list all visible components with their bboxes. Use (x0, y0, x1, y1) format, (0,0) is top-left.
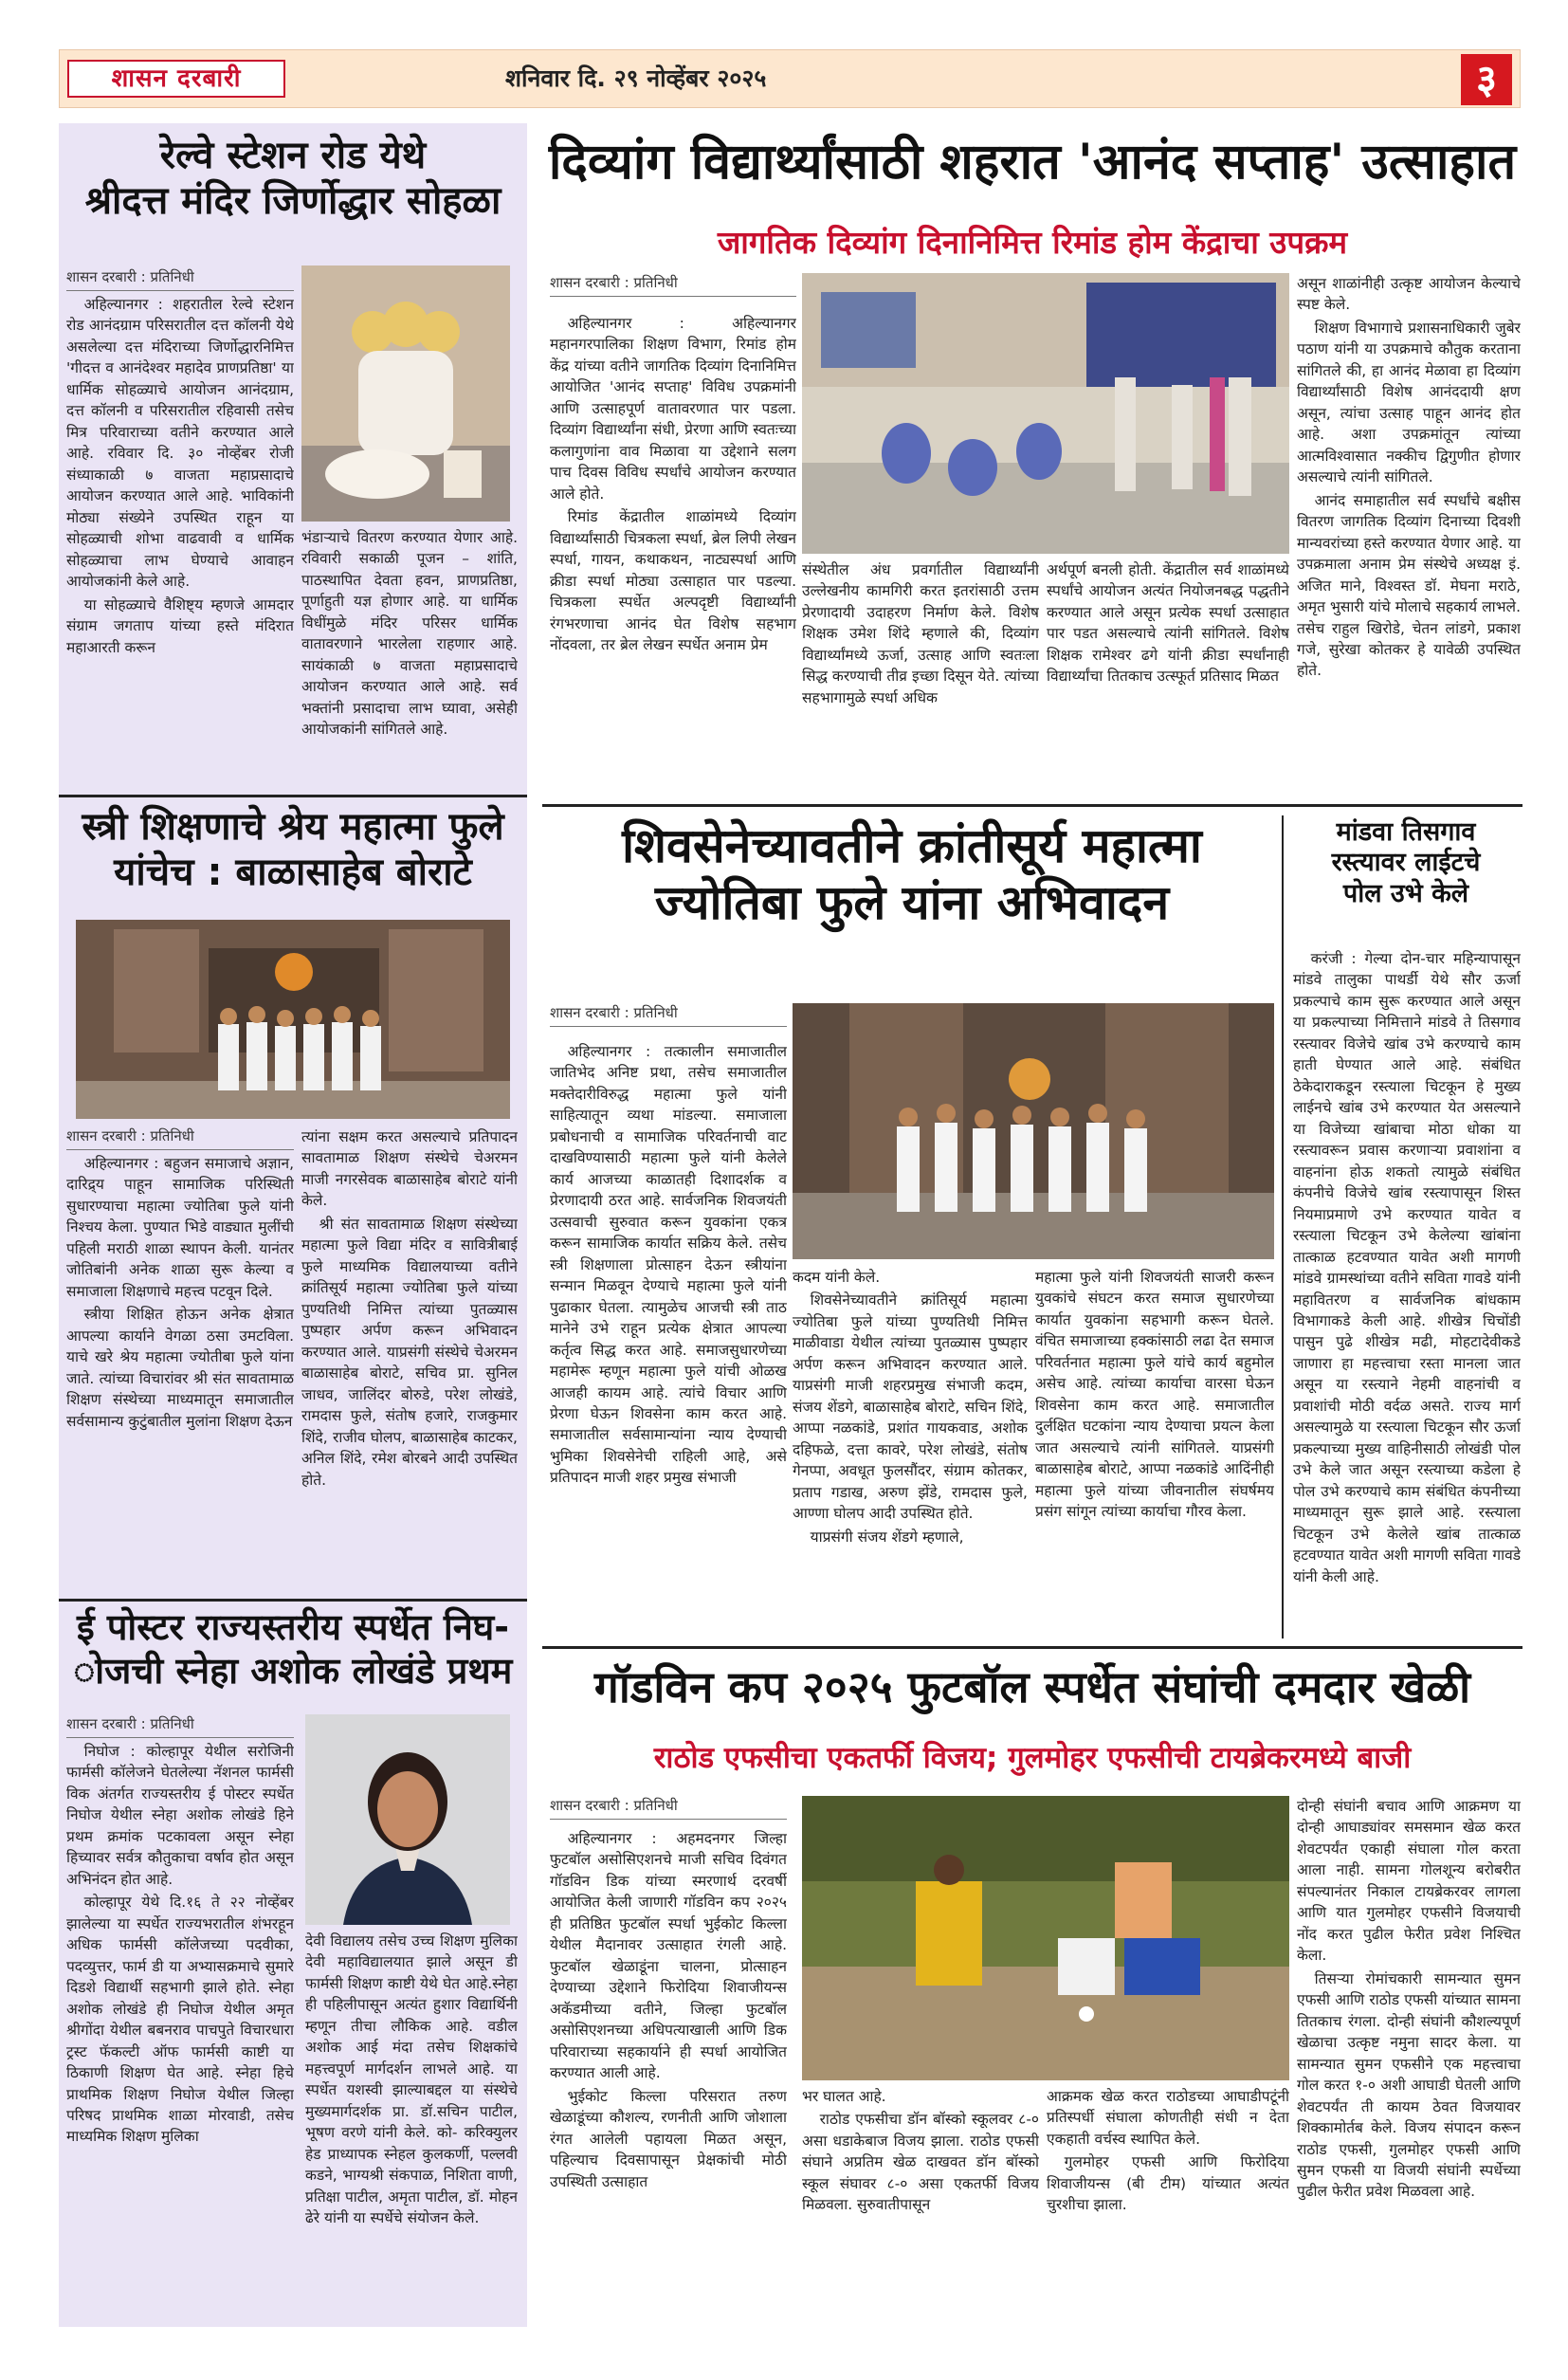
article-temple-body-col1 (66, 294, 294, 787)
paragraph: आक्रमक खेळ करत राठोडच्या आघाडीपटूंनी प्रतिस्पर्धी संघाला कोणतीही संधी न देता एकहाती वर्चस्व स्थापित केले. (1047, 2088, 1289, 2148)
paragraph: संस्थेतील अंध प्रवर्गातील विद्यार्थ्यांनी उल्लेखनीय कामगिरी करत इतरांसाठी उत्तम प्रेरणादायी उदाहरण निर्माण केले. विशेष शिक्षक उमेश शिंदे म्हणाले की, दिव्यांग विद्यार्थ्यांमध्ये ऊर्जा, उत्साह आणि स्वतःला सिद्ध करण्याची तीव्र इच्छा दिसून येते. त्यांच्या सहभागामुळे स्पर्धा अधिक (802, 561, 1039, 706)
article-temple-byline: शासन दरबारी : प्रतिनिधी (66, 267, 294, 291)
article-godwin-cup-headline: गॉडविन कप २०२५ फुटबॉल स्पर्धेत संघांची दमदार खेळी (593, 1661, 1471, 1712)
article-divyang-body-col3 (1047, 559, 1289, 796)
paragraph: भर घालत आहे. (802, 2088, 886, 2105)
article-godwin-cup-body-col3 (1047, 2086, 1289, 2329)
article-phule-education-headline-line1: स्त्री शिक्षणाचे श्रेय महात्मा फुले (82, 805, 504, 849)
article-poster-byline: शासन दरबारी : प्रतिनिधी (66, 1714, 294, 1738)
article-mandava-body (1293, 948, 1521, 1639)
article-shivsena-body-col3 (1035, 1267, 1274, 1639)
paragraph: आनंद समाहातील सर्व स्पर्धांचे बक्षीस वितरण जागतिक दिव्यांग दिनाच्या दिवशी मान्यवरांच्या हस्ते करण्यात येणार आहे. या उपक्रमाला अनाम प्रेम संस्थेचे अध्यक्ष इं. अजित माने, विश्वस्त डॉ. मेघना मराठे, अमृत भुसारी यांचे मोलाचे सहकार्य लाभले. तसेच राहुल खिरोडे, चेतन लांडगे, प्रकाश गजे, सुरेखा कोतकर हे यावेळी उपस्थित होते. (1297, 491, 1521, 680)
article-divyang-body-col4 (1297, 273, 1521, 796)
temple-idols-photo (301, 265, 510, 522)
paragraph: कोल्हापूर येथे दि.१६ ते २२ नोव्हेंबर झालेल्या या स्पर्धेत राज्यभरातील शंभरहून अधिक फार्मसी कॉलेजच्या पदवीका, पदव्युत्तर, फार्म डी या अभ्यासक्रमाचे सुमारे दिडशे विद्यार्थी सहभागी झाले होते. स्नेहा अशोक लोखंडे ही निघोज येथील अमृत श्रीगोंदा येथील बबनराव पाचपुते विचारधारा ट्रस्ट फॅकल्टी ऑफ फार्मसी काष्टी या ठिकाणी शिक्षण घेत आहे. स्नेहा हिचे प्राथमिक शिक्षण निघोज येथील जिल्हा परिषद प्राथमिक शाळा मोरवाडी, तसेच माध्यमिक शिक्षण मुलिका (66, 1894, 294, 2146)
divider (59, 795, 527, 797)
article-mandava-headline-line2: रस्त्यावर लाईटचे (1331, 848, 1481, 878)
phule-statue-group-photo (76, 920, 510, 1119)
paragraph: तिसऱ्या रोमांचकारी सामन्यात सुमन एफसी आणि राठोड एफसी यांच्यात सामना तितकाच रंगला. दोन्ही संघांनी कौशल्यपूर्ण खेळाचा उत्कृष्ट नमुना सादर केला. या सामन्यात सुमन एफसीने एक महत्त्वाचा गोल करत १-० अशी आघाडी घेतली आणि शेवटपर्यंत ती कायम ठेवत विजयावर शिक्कामोर्तब केले. विजय संपादन करून राठोड एफसी, गुलमोहर एफसी आणि सुमन एफसी या विजयी संघांनी स्पर्धेच्या पुढील फेरीत प्रवेश मिळवला आहे. (1297, 1969, 1521, 2201)
divyang-students-photo (802, 273, 1289, 554)
article-godwin-cup-subhead: राठोड एफसीचा एकतर्फी विजय; गुलमोहर एफसीची टायब्रेकरमध्ये बाजी (653, 1741, 1412, 1775)
paragraph: त्यांना सक्षम करत असल्याचे प्रतिपादन सावतामाळ शिक्षण संस्थेचे चेअरमन माजी नगरसेवक बाळासाहेब बोराटे यांनी केले. (301, 1128, 518, 1210)
divider (59, 1599, 527, 1602)
page-number: ३ (1461, 54, 1512, 105)
paragraph: राठोड एफसीचा डॉन बॉस्को स्कूलवर ८-० असा धडाकेबाज विजय झाला. राठोड एफसी संघाने अप्रतिम खेळ दाखवत डॉन बॉस्को स्कूल संघावर ८-० असा एकतर्फी विजय मिळवला. सुरुवातीपासून (802, 2111, 1039, 2214)
paragraph: अहिल्यानगर : तत्कालीन समाजातील जातिभेद अनिष्ट प्रथा, तसेच समाजातील मक्तेदारीविरुद्ध महात्मा फुले यांनी साहित्यातून व्यथा मांडल्या. समाजाला प्रबोधनाची व सामाजिक परिवर्तनाची वाट दाखविण्यासाठी महात्मा फुले यांनी केलेले कार्य आजच्या काळातही दिशादर्शक व प्रेरणादायी ठरत आहे. सार्वजनिक शिवजयंती उत्सवाची सुरुवात करून युवकांना एकत्र करून सामाजिक कार्यात सक्रिय केले. तसेच स्त्री शिक्षणाला प्रोत्साहन देऊन स्त्रीयांना सन्मान मिळवून देण्याचे महात्मा फुले यांनी पुढाकार घेतला. त्यामुळेच आजची स्त्री ताठ मानेने उभे राहून प्रत्येक क्षेत्रात आपल्या कर्तृत्व सिद्ध करत आहे. समाजसुधारणेच्या महामेरू म्हणून महात्मा फुले यांची ओळख आजही कायम आहे. त्यांचे विचार आणि प्रेरणा घेऊन शिवसेना काम करत आहे. समाजातील सर्वसामान्यांना न्याय देण्याची भुमिका शिवसेनेची राहिली आहे, असे प्रतिपादन माजी शहर प्रमुख संभाजी (550, 1043, 787, 1487)
paragraph: देवी विद्यालय तसेच उच्च शिक्षण मुलिका देवी महाविद्यालयात झाले असून डी फार्मसी शिक्षण काष्टी येथे घेत आहे.स्नेहा ही पहिलीपासून अत्यंत हुशार विद्यार्थिनी म्हणून तीचा लौकिक आहे. वडील अशोक आई मंदा तसेच शिक्षकांचे महत्त्वपूर्ण मार्गदर्शन लाभले आहे. या स्पर्धेत यशस्वी झाल्याबद्दल या संस्थेचे मुख्यमार्गदर्शक प्रा. डॉ.सचिन पाटील, भूषण वरणे यांनी केले. को- करिक्युलर हेड प्राध्यापक स्नेहल कुलकर्णी, पल्लवी कडने, भाग्यश्री संकपाळ, निशिता वाणी, प्रतिक्षा पाटील, अमृता पाटील, डॉ. मोहन ढेरे यांनी या स्पर्धेचे संयोजन केले. (305, 1932, 518, 2227)
divider (542, 1646, 1522, 1649)
article-temple-headline-line1: रेल्वे स्टेशन रोड येथे (159, 134, 427, 177)
column-rule (1282, 815, 1284, 1639)
paragraph: करंजी : गेल्या दोन-चार महिन्यापासून मांडवे तालुका पाथर्डी येथे सौर ऊर्जा प्रकल्पाचे काम सुरू करण्यात आले असून या प्रकल्पाच्या निमित्ताने मांडवे ते तिसगाव रस्त्यावर विजेचे खांब उभे करण्याचे काम हाती घेण्यात आले आहे. संबंधित ठेकेदाराकडून रस्त्याला चिटकून हे मुख्य लाईनचे खांब उभे करण्यात येत असल्याने या विजेच्या खांबाचा मोठा धोका या रस्त्यावरून प्रवास करणाऱ्या प्रवाशांना व वाहनांना होऊ शकतो त्यामुळे संबंधित कंपनीचे विजेचे खांब रस्त्यापासून शिस्त नियमाप्रमाणे उभे करण्यात यावेत व रस्त्याला चिटकून उभे केलेल्या खांबांना तात्काळ हटवण्यात यावेत अशी मागणी मांडवे ग्रामस्थांच्या वतीने सविता गावडे यांनी महावितरण व सार्वजनिक बांधकाम विभागाकडे केली आहे. शीखेत्र चिचोंडी पासुन पुढे शीखेत्र मढी, मोहटादेवीकडे जाणारा हा महत्त्वाचा रस्ता मानला जात असून या रस्त्याने नेहमी वाहनांची व प्रवाशांची मोठी वर्दळ असते. राज्य मार्ग असल्यामुळे या रस्त्याला चिटकून सौर ऊर्जा प्रकल्पाच्या मुख्य वाहिनीसाठी लोखंडी पोल उभे केले जात असून रस्त्याच्या कडेला हे पोल उभे करण्याचे काम संबंधित कंपनीच्या माध्यमातून सुरू झाले आहे. रस्त्याला चिटकून उभे केलेले खांब तात्काळ हटवण्यात यावेत अशी मागणी सविता गावडे यांनी केली आहे. (1293, 950, 1521, 1585)
article-godwin-cup-body-col1 (550, 1828, 787, 2329)
article-divyang-body-col1 (550, 313, 796, 796)
paragraph: असून शाळांनीही उत्कृष्ट आयोजन केल्याचे स्पष्ट केले. (1297, 275, 1521, 314)
paragraph: महात्मा फुले यांनी शिवजयंती साजरी करून युवकांचे संघटन करत समाज सुधारणेच्या कार्यात युवकांना सहभागी करून घेतले. वंचित समाजाच्या हक्कांसाठी लढा देत समाज परिवर्तनात महात्मा फुले यांचे कार्य बहुमोल असेच आहे. त्यांच्या कार्याचा वारसा घेऊन शिवसेना काम करत आहे. समाजातील दुर्लक्षित घटकांना न्याय देण्याचा प्रयत्न केला जात असल्याचे त्यांनी सांगितले. याप्रसंगी बाळासाहेब बोराटे, आप्पा नळकांडे आदिंनीही महात्मा फुले यांच्या जीवनातील संघर्षमय प्रसंग सांगून त्यांच्या कार्याचा गौरव केला. (1035, 1269, 1274, 1521)
article-phule-education-body-col2 (301, 1126, 518, 1591)
article-mandava-headline-line3: पोल उभे केले (1342, 878, 1469, 908)
article-divyang-headline: दिव्यांग विद्यार्थ्यांसाठी शहरात 'आनंद सप्ताह' उत्साहात (548, 134, 1517, 191)
paragraph: अहिल्यानगर : बहुजन समाजाचे अज्ञान, दारिद्र्य पाहून सामाजिक परिस्थिती सुधारण्याचा महात्मा ज्योतिबा फुले यांनी निश्चय केला. पुण्यात भिडे वाड्यात मुलींची पहिली मराठी शाळा स्थापन केली. यानंतर जोतिबांनी अनेक शाळा सुरू केल्या व समाजाला शिक्षणाचे महत्त्व पटवून दिले. (66, 1155, 294, 1300)
article-shivsena-headline-line1: शिवसेनेच्यावतीने क्रांतीसूर्य महात्मा (622, 818, 1202, 873)
paragraph: दोन्ही संघांनी बचाव आणि आक्रमण या दोन्ही आघाड्यांवर समसमान खेळ करत शेवटपर्यंत एकाही संघाला गोल करता आला नाही. सामना गोलशून्य बरोबरीत संपल्यानंतर निकाल टायब्रेकरवर लागला आणि यात गुलमोहर एफसीने विजयाची नोंद करत पुढील फेरीत प्रवेश निश्चित केला. (1297, 1798, 1521, 1965)
paragraph: अहिल्यानगर : शहरातील रेल्वे स्टेशन रोड आनंदग्राम परिसरातील दत्त कॉलनी येथे असलेल्या दत्त मंदिराच्या जिर्णोद्धारनिमित्त 'गीदत्त व आनंदेश्वर महादेव प्राणप्रतिष्ठा' या धार्मिक सोहळ्याचे आयोजन आनंदग्राम, दत्त कॉलनी व परिसरातील रहिवासी तसेच मित्र परिवाराच्या वतीने करण्यात आले आहे. रविवार दि. ३० नोव्हेंबर रोजी संध्याकाळी ७ वाजता महाप्रसादाचे आयोजन करण्यात आले आहे. भाविकांनी मोठ्या संख्येने उपस्थित राहून या सोहळ्याची शोभा वाढवावी व धार्मिक सोहळ्याचा लाभ घेण्याचे आवाहन आयोजकांनी केले आहे. (66, 296, 294, 591)
paragraph: अहिल्यानगर : अहमदनगर जिल्हा फुटबॉल असोसिएशनचे माजी सचिव दिवंगत गॉडविन डिक यांच्या स्मरणार्थ दरवर्षी आयोजित केली जाणारी गॉडविन कप २०२५ ही प्रतिष्ठित फुटबॉल स्पर्धा भुईकोट किल्ला येथील मैदानावर उत्साहात रंगली आहे. फुटबॉल खेळाडूंना चालना, प्रोत्साहन देण्याच्या उद्देशाने फिरोदिया शिवाजीयन्स अकॅडमीच्या वतीने, जिल्हा फुटबॉल असोसिएशनच्या अधिपत्याखाली आणि डिक परिवाराच्या सहकार्याने ही स्पर्धा आयोजित करण्यात आली आहे. (550, 1830, 787, 2082)
paragraph: अर्थपूर्ण बनली होती. केंद्रातील सर्व शाळांमध्ये स्पर्धांचे आयोजन अत्यंत नियोजनबद्ध पद्धतीने करण्यात आले असून प्रत्येक स्पर्धा उत्साहात पार पडत असल्याचे त्यांनी सांगितले. विशेष शिक्षक रामेश्वर ढगे यांनी क्रीडा स्पर्धांनाही विद्यार्थ्यांचा तितकाच उत्स्फूर्त प्रतिसाद मिळत (1047, 561, 1289, 686)
article-poster-headline (66, 1606, 520, 1693)
shivsena-tribute-photo (793, 1003, 1274, 1259)
article-shivsena-byline: शासन दरबारी : प्रतिनिधी (550, 1003, 787, 1027)
divider (542, 804, 1522, 807)
paragraph: अहिल्यानगर : अहिल्यानगर महानगरपालिका शिक्षण विभाग, रिमांड होम केंद्र यांच्या वतीने जागतिक दिव्यांग दिनानिमित्त आयोजित 'आनंद सप्ताह' विविध उपक्रमांनी आणि उत्साहपूर्ण वातावरणात पार पडला. दिव्यांग विद्यार्थ्यांना संधी, प्रेरणा आणि स्वतःच्या कलागुणांना वाव मिळावा या उद्देशाने सलग पाच दिवस विविध स्पर्धांचे आयोजन करण्यात आले होते. (550, 315, 796, 503)
article-poster-body-col1 (66, 1741, 294, 2321)
article-phule-education-headline-line2: यांचेच : बाळासाहेब बोराटे (114, 851, 472, 894)
article-poster-body-col2 (305, 1931, 518, 2321)
article-godwin-cup-body-col2 (802, 2086, 1039, 2329)
article-temple-headline-line2: श्रीदत्त मंदिर जिर्णोद्धार सोहळा (84, 179, 501, 223)
article-poster-headline-line2: ोजची स्नेहा अशोक लोखंडे प्रथम (73, 1649, 513, 1692)
newspaper-logo: शासन दरबारी (67, 60, 285, 98)
article-temple-body-col2 (301, 527, 518, 785)
article-mandava-headline-line1: मांडवा तिसगाव (1336, 817, 1476, 847)
paragraph: कदम यांनी केले. (793, 1269, 881, 1286)
paragraph: स्त्रीया शिक्षित होऊन अनेक क्षेत्रात आपल्या कार्याने वेगळा ठसा उमटविला. याचे खरे श्रेय महात्मा ज्योतीबा फुले यांना जाते. त्यांच्या विचारांवर श्री संत सावतामाळ शिक्षण संस्थेच्या माध्यमातून समाजातील सर्वसामान्य कुटुंबातील मुलांना शिक्षण देऊन (66, 1306, 294, 1430)
article-shivsena-body-col1 (550, 1041, 787, 1639)
paragraph: भंडाऱ्याचे वितरण करण्यात येणार आहे. रविवारी सकाळी पूजन – शांति, पाठस्थापित देवता हवन, प्राणप्रतिष्ठा, पूर्णाहुती यज्ञ होणार आहे. या धार्मिक विधींमुळे मंदिर परिसर धार्मिक वातावरणाने भारलेला राहणार आहे. सायंकाळी ७ वाजता महाप्रसादाचे आयोजन करण्यात आले आहे. सर्व भक्तांनी प्रसादाचा लाभ घ्यावा, असेही आयोजकांनी सांगितले आहे. (301, 529, 518, 739)
article-shivsena-headline-line2: ज्योतिबा फुले यांना अभिवादन (654, 875, 1170, 930)
article-poster-headline-line1: ई पोस्टर राज्यस्तरीय स्पर्धेत निघ- (76, 1606, 510, 1648)
article-godwin-cup-byline: शासन दरबारी : प्रतिनिधी (550, 1796, 787, 1820)
sneha-lokhande-portrait (305, 1714, 510, 1925)
article-divyang-byline: शासन दरबारी : प्रतिनिधी (550, 273, 796, 297)
paragraph: याप्रसंगी संजय शेंडगे म्हणाले, (810, 1528, 964, 1546)
article-phule-education-headline (66, 804, 520, 895)
article-phule-education-body-col1 (66, 1153, 294, 1591)
paragraph: या सोहळ्याचे वैशिष्ट्य म्हणजे आमदार संग्राम जगताप यांच्या हस्ते मंदिरात महाआरती करून (66, 595, 294, 656)
article-divyang-body-col2 (802, 559, 1039, 796)
paragraph: गुलमोहर एफसी आणि फिरोदिया शिवाजीयन्स (बी टीम) यांच्यात अत्यंत चुरशीचा झाला. (1047, 2153, 1289, 2214)
football-match-photo (802, 1796, 1289, 2080)
paragraph: शिक्षण विभागाचे प्रशासनाधिकारी जुबेर पठाण यांनी या उपक्रमाचे कौतुक करताना सांगितले की, हा आनंद मेळावा हा दिव्यांग विद्यार्थ्यांसाठी विशेष आनंददायी क्षण असून, त्यांचा उत्साह पाहून आनंद होत आहे. अशा उपक्रमांतून त्यांच्या आत्मविश्वासात नक्कीच द्विगुणीत होणार असल्याचे त्यांनी सांगितले. (1297, 319, 1521, 486)
paragraph: भुईकोट किल्ला परिसरात तरुण खेळाडूंच्या कौशल्य, रणनीती आणि जोशाला रंगत आलेली पहायला मिळत असून, पहिल्याच दिवसापासून प्रेक्षकांची मोठी उपस्थिती उत्साहात (550, 2087, 787, 2190)
article-temple-headline (66, 133, 520, 224)
article-shivsena-body-col2 (793, 1267, 1028, 1639)
paragraph: निघोज : कोल्हापूर येथील सरोजिनी फार्मसी कॉलेजने घेतलेल्या नॅशनल फार्मसी विक अंतर्गत राज्यस्तरीय ई पोस्टर स्पर्धेत निघोज येथील स्नेहा अशोक लोखंडे हिने प्रथम क्रमांक पटकावला असून स्नेहा हिच्यावर सर्वत्र कौतुकाचा वर्षाव होत असून अभिनंदन होत आहे. (66, 1743, 294, 1888)
article-mandava-headline (1289, 817, 1522, 909)
article-divyang-subhead: जागतिक दिव्यांग दिनानिमित्त रिमांड होम केंद्राचा उपक्रम (717, 224, 1348, 261)
paragraph: शिवसेनेच्यावतीने क्रांतिसूर्य महात्मा ज्योतिबा फुले यांच्या पुण्यतिथी निमित्त माळीवाडा येथील त्यांच्या पुतळ्यास पुष्पहार अर्पण करून अभिवादन करण्यात आले. याप्रसंगी माजी शहरप्रमुख संभाजी कदम, संजय शेंडगे, बाळासाहेब बोराटे, सचिन शिंदे, आप्पा नळकांडे, प्रशांत गायकवाड, अशोक दहिफळे, दत्ता कावरे, परेश लोखंडे, संतोष गेनप्पा, अवधूत फुलसौंदर, संग्राम कोतकर, प्रताप गडाख, अरुण झेंडे, रामदास फुले, आण्णा घोलप आदी उपस्थित होते. (793, 1291, 1028, 1523)
paragraph: श्री संत सावतामाळ शिक्षण संस्थेच्या महात्मा फुले विद्या मंदिर व सावित्रीबाई फुले माध्यमिक विद्यालयाच्या वतीने क्रांतिसूर्य महात्मा ज्योतिबा फुले यांच्या पुण्यतिथी निमित्त त्यांच्या पुतळ्यास पुष्पहार अर्पण करून अभिवादन करण्यात आले. याप्रसंगी संस्थेचे चेअरमन बाळासाहेब बोराटे, सचिव प्रा. सुनिल जाधव, जालिंदर बोरुडे, परेश लोखंडे, रामदास फुले, संतोष हजारे, राजकुमार शिंदे, राजीव घोलप, बाळासाहेब काटकर, अनिल शिंदे, रमेश बोरबने आदी उपस्थित होते. (301, 1215, 518, 1489)
issue-date: शनिवार दि. २९ नोव्हेंबर २०२५ (505, 64, 767, 92)
article-shivsena-headline (542, 817, 1282, 931)
article-godwin-cup-body-col4 (1297, 1796, 1521, 2329)
masthead (59, 49, 1521, 108)
article-phule-education-byline: शासन दरबारी : प्रतिनिधी (66, 1126, 294, 1150)
paragraph: रिमांड केंद्रातील शाळांमध्ये दिव्यांग विद्यार्थ्यांसाठी चित्रकला स्पर्धा, ब्रेल लिपी लेखन स्पर्धा, गायन, कथाकथन, नाट्यस्पर्धा आणि क्रीडा स्पर्धा मोठ्या उत्साहात पार पडल्या. चित्रकला स्पर्धेत अल्पदृष्टी विद्यार्थ्यांनी रंगभरणाचा आनंद घेत विशेष सहभाग नोंदवला, तर ब्रेल लेखन स्पर्धेत अनाम प्रेम (550, 508, 796, 654)
